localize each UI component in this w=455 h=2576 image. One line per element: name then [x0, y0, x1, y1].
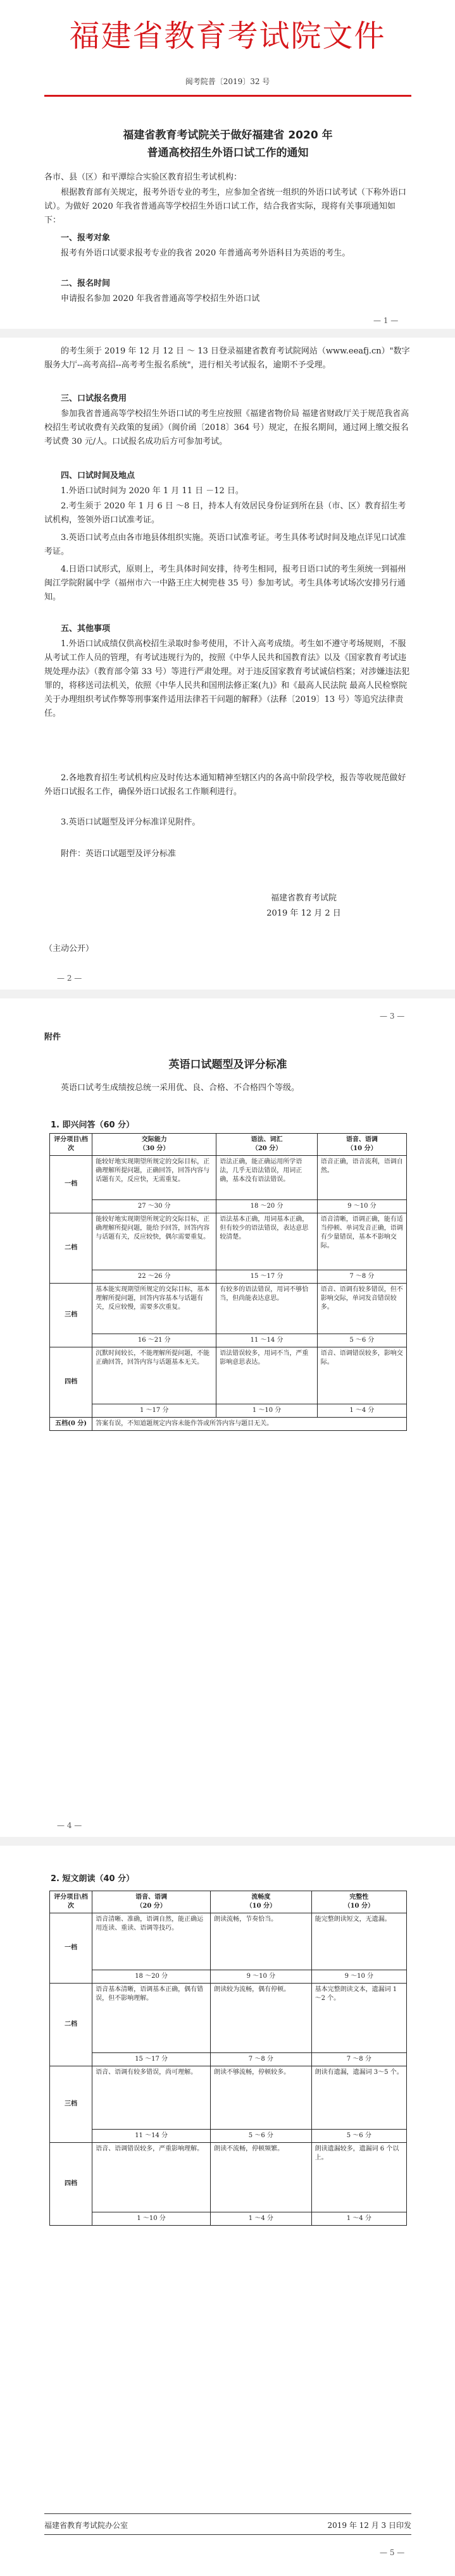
table-header-row — [50, 1891, 407, 1913]
section-5-item-3: 3.英语口试题型及评分标准详见附件。 — [61, 818, 201, 827]
page-number-2: — 2 — — [57, 974, 82, 983]
level-cell: 一档 — [50, 1913, 92, 1984]
criteria-cell: 语法错误较多，用词不当，严重影响意思表达。 — [216, 1347, 318, 1404]
score-cell: 7 ～8 分 — [211, 2053, 312, 2066]
score-cell: 9 ～10 分 — [317, 1200, 406, 1213]
criteria-cell: 能较好地实现期望所规定的交际目标，正确理解所提问题，能给予回答，回答内容与话题有关，反应较快，偶尔需要重复。 — [92, 1213, 216, 1270]
part1-title: 1. 即兴问答（60 分） — [51, 1120, 135, 1130]
salutation: 各市、县（区）和平潭综合实验区教育招生考试机构： — [44, 173, 242, 182]
section-4-item-3: 3.英语口试考点由各市地县体组织实施。英语口试准考证。考生具体考试时间及地点详见口试准考证。 — [44, 533, 406, 556]
document-number: 闽考院普〔2019〕32 号 — [185, 77, 270, 86]
criteria-cell: 朗读遗漏较多，遗漏词 6 个以上。 — [311, 2143, 406, 2212]
score-cell: 11 ～14 分 — [92, 2130, 211, 2143]
table-row — [50, 1200, 407, 1213]
score-cell: 1 ～4 分 — [211, 2212, 312, 2226]
section-1-heading: 一、报考对象 — [61, 233, 111, 243]
score-cell: 1 ～4 分 — [317, 1404, 406, 1418]
level-cell: 二档 — [50, 1213, 92, 1284]
notice-title-line1: 福建省教育考试院关于做好福建省 2020 年 — [123, 129, 333, 142]
section-4-item-2: 2.考生须于 2020 年 1 月 6 日 ～8 日，持本人有效居民身份证到所在县（市、区）教育招生考试机构，签领外语口试准考证。 — [44, 501, 406, 525]
header-red-line — [44, 95, 411, 97]
level-cell: 五档(0 分) — [50, 1418, 92, 1431]
part2-title: 2. 短文朗读（40 分） — [51, 1874, 135, 1884]
footer-top-line — [44, 2513, 411, 2514]
criteria-cell: 朗读不够流畅，停顿较多。 — [211, 2066, 312, 2130]
table-header-cell: 完整性 （10 分） — [311, 1891, 406, 1913]
table-row — [50, 1970, 407, 1984]
signing-date: 2019 年 12 月 2 日 — [266, 909, 341, 918]
level-cell: 一档 — [50, 1156, 92, 1213]
score-cell: 18 ～20 分 — [92, 1970, 211, 1984]
criteria-cell: 能完整朗读短文，无遗漏。 — [311, 1913, 406, 1970]
criteria-cell: 语音、语调有较多错误，尚可理解。 — [92, 2066, 211, 2130]
section-5-item-2: 2.各地教育招生考试机构应及时传达本通知精神至辖区内的各高中阶段学校，报告等收规范做好外语口试报名工作，确保外语口试报名工作顺利进行。 — [44, 773, 406, 797]
section-2-heading: 二、报名时间 — [61, 279, 111, 288]
criteria-cell: 语音清晰、准确，语调自然，能正确运用连读、重读、语调等技巧。 — [92, 1913, 211, 1970]
score-cell: 1 ～10 分 — [216, 1404, 318, 1418]
score-cell: 1 ～17 分 — [92, 1404, 216, 1418]
section-4-item-4: 4.日语口试形式，原则上，考生具体时间安排，待考生相同，报考日语口试的考生须统一到福州闽江学院附属中学（福州市六一中路王庄大树兜巷 35 号）参加考试。考生具体考试场次安排另行通知。 — [44, 565, 406, 602]
table-row — [50, 2053, 407, 2066]
criteria-cell: 基本完整朗读文本，遗漏词 1～2 个。 — [311, 1984, 406, 2053]
score-cell: 5 ～6 分 — [311, 2130, 406, 2143]
table-row — [50, 1334, 407, 1347]
score-cell: 27 ～30 分 — [92, 1200, 216, 1213]
table-header-row — [50, 1134, 407, 1156]
criteria-cell: 语音、语调有较多错误，但不影响交际，单词发音错误较多。 — [317, 1284, 406, 1334]
table-header-cell: 语音、语调 （10 分） — [317, 1134, 406, 1156]
score-cell: 5 ～6 分 — [317, 1334, 406, 1347]
table-row — [50, 2143, 407, 2212]
criteria-cell: 语法正确，能正确运用所学语法，几乎无语法错误，用词正确，基本没有语法错误。 — [216, 1156, 318, 1200]
page-divider — [0, 1837, 455, 1846]
appendix-intro: 英语口试考生成绩按总统一采用优、良、合格、不合格四个等级。 — [61, 1083, 300, 1093]
page-divider — [0, 329, 455, 338]
table-row — [50, 1156, 407, 1200]
score-cell: 11 ～14 分 — [216, 1334, 318, 1347]
level-cell: 二档 — [50, 1984, 92, 2066]
criteria-cell: 朗读有遗漏，遗漏词 3～5 个。 — [311, 2066, 406, 2130]
footer-org: 福建省教育考试院办公室 — [44, 2521, 128, 2530]
table-row — [50, 2066, 407, 2130]
appendix-title: 英语口试题型及评分标准 — [168, 1058, 287, 1071]
page-number-4: — 4 — — [57, 1821, 82, 1830]
criteria-cell: 语音、语调错误较多，严重影响理解。 — [92, 2143, 211, 2212]
criteria-cell: 基本能实现期望所规定的交际目标，基本理解所提问题，回答内容基本与话题有关，反应较慢，需要多次重复。 — [92, 1284, 216, 1334]
section-5-heading: 五、其他事项 — [61, 624, 111, 634]
section-4-item-1: 1.外语口试时间为 2020 年 1 月 11 日 －12 日。 — [61, 486, 244, 496]
criteria-cell: 语音、语调错误较多，影响交际。 — [317, 1347, 406, 1404]
criteria-cell: 朗读流畅，节奏恰当。 — [211, 1913, 312, 1970]
page-number-1: — 1 — — [373, 316, 399, 325]
section-4-heading: 四、口试时间及地点 — [61, 471, 135, 481]
part1-score-table — [49, 1133, 407, 1431]
criteria-cell: 语法基本正确，用词基本正确，但有较少的语法错误，表达意思较清楚。 — [216, 1213, 318, 1270]
page-divider — [0, 990, 455, 998]
attachment-line: 附件：英语口试题型及评分标准 — [61, 849, 177, 859]
score-cell: 1 ～10 分 — [92, 2212, 211, 2226]
criteria-cell: 语音正确，语音流利，语调自然。 — [317, 1156, 406, 1200]
section-2-body: 申请报名参加 2020 年我省普通高等学校招生外语口试 — [61, 294, 260, 304]
criteria-cell: 有较多的语法错误，用词不够恰当，但尚能表达意思。 — [216, 1284, 318, 1334]
footer — [44, 2520, 411, 2530]
level-cell: 三档 — [50, 2066, 92, 2143]
criteria-cell: 沉默时间较长，不能理解所提问题，不能正确回答，回答内容与话题基本无关。 — [92, 1347, 216, 1404]
table-row — [50, 1284, 407, 1334]
table-row — [50, 1404, 407, 1418]
section-5-item-1: 1.外语口试成绩仅供高校招生录取时参考使用，不计入高考成绩。考生如不遵守考场规则，不服从考试工作人员的管理，有考试违规行为的，按照《中华人民共和国教育法》以及《国家教育考试违规处理办法》（教育部令第 33 号）等进行严肃处理。对于违反国家教育考试诚信档案；对涉嫌违法犯罪的，将移送司法机关，依照《中华人民共和国刑法修正案(九)》和《最高人民法院 最高人民检察院关于办理组织考试作弊等刑事案件适用法律若干问题的解释》（法释〔2019〕13 号）等追究法律责任。 — [44, 639, 410, 718]
appendix-label: 附件 — [44, 1033, 61, 1042]
table-row — [50, 1913, 407, 1970]
score-cell: 16 ～21 分 — [92, 1334, 216, 1347]
section-1-body: 报考有外语口试要求报考专业的我省 2020 年普通高考外语科目为英语的考生。 — [61, 248, 351, 258]
table-row — [50, 1213, 407, 1270]
score-cell: 18 ～20 分 — [216, 1200, 318, 1213]
table-row — [50, 1984, 407, 2053]
score-cell: 9 ～10 分 — [311, 1970, 406, 1984]
criteria-cell: 语音基本清晰，语调基本正确，偶有错误，但不影响理解。 — [92, 1984, 211, 2053]
section-2-body-cont: 的考生须于 2019 年 12 月 12 日 ～ 13 日登录福建省教育考试院网站（www.eeafj.cn）"数字服务大厅--高考高招--高考考生报名系统"，进行相关考试报名，逾期不予受理。 — [44, 347, 410, 370]
criteria-cell: 朗读不流畅，停顿频繁。 — [211, 2143, 312, 2212]
table-header-cell: 流畅度 （10 分） — [211, 1891, 312, 1913]
criteria-cell: 语音清晰，语调正确，能有适当停顿、单词发音正确，语调有少量错误，基本不影响交际。 — [317, 1213, 406, 1270]
footer-bottom-line — [44, 2534, 411, 2535]
score-cell: 22 ～26 分 — [92, 1270, 216, 1284]
score-cell: 9 ～10 分 — [211, 1970, 312, 1984]
table-header-cell: 评分项目\档次 — [50, 1134, 92, 1156]
part2-score-table — [49, 1891, 407, 2226]
table-header-cell: 评分项目\档次 — [50, 1891, 92, 1913]
intro-paragraph: 根据教育部有关规定，报考外语专业的考生，应参加全省统一组织的外语口试考试（下称外语口试）。为做好 2020 年我省普通高等学校招生外语口试工作，结合我省实际，现将有关事项通知如下： — [44, 188, 407, 225]
level-cell: 三档 — [50, 1284, 92, 1347]
section-3-body: 参加我省普通高等学校招生外语口试的考生应按照《福建省物价局 福建省财政厅关于规范我省高校招生考试收费有关政策的复函》（闽价函〔2018〕364 号）规定，在报名期间，通过网上缴交报名考试费 30 元/人。口试报名成功后方可参加考试。 — [44, 409, 409, 446]
score-cell: 7 ～8 分 — [317, 1270, 406, 1284]
criteria-cell: 能较好地实现期望所规定的交际目标，正确理解所提问题，正确回答，回答内容与话题有关，反应快，无需重复。 — [92, 1156, 216, 1200]
table-header-cell: 语音、语调 （20 分） — [92, 1891, 211, 1913]
score-cell: 15 ～17 分 — [92, 2053, 211, 2066]
table-row — [50, 2212, 407, 2226]
level-cell: 四档 — [50, 1347, 92, 1418]
table-header-cell: 语法、词汇 （20 分） — [216, 1134, 318, 1156]
score-cell: 7 ～8 分 — [311, 2053, 406, 2066]
document-header-title: 福建省教育考试院文件 — [69, 18, 386, 54]
criteria-cell: 朗读较为流畅，偶有停顿。 — [211, 1984, 312, 2053]
signing-organization: 福建省教育考试院 — [270, 893, 337, 903]
public-notice: （主动公开） — [44, 944, 94, 954]
notice-title-line2: 普通高校招生外语口试工作的通知 — [147, 147, 309, 159]
section-3-heading: 三、口试报名费用 — [61, 394, 127, 403]
score-cell: 1 ～4 分 — [311, 2212, 406, 2226]
table-header-cell: 交际能力 （30 分） — [92, 1134, 216, 1156]
footer-date: 2019 年 12 月 3 日印发 — [327, 2521, 411, 2530]
score-cell: 15 ～17 分 — [216, 1270, 318, 1284]
score-cell: 5 ～6 分 — [211, 2130, 312, 2143]
page-number-3: — 3 — — [380, 1012, 405, 1021]
criteria-cell: 答案有误，不知道题规定内容未能作答或所答内容与题目无关。 — [92, 1418, 407, 1431]
table-row — [50, 1418, 407, 1431]
table-row — [50, 2130, 407, 2143]
table-row — [50, 1347, 407, 1404]
page-number-5: — 5 — — [380, 2548, 405, 2557]
table-row — [50, 1270, 407, 1284]
level-cell: 四档 — [50, 2143, 92, 2226]
